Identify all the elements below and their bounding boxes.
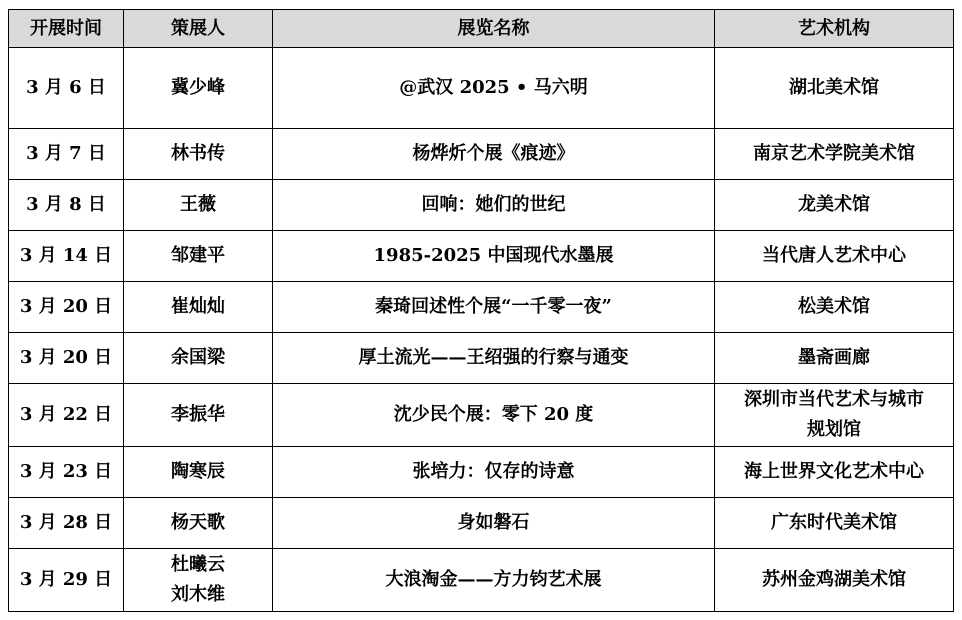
cell-curator: 邹建平 (124, 231, 273, 282)
cell-title: 张培力：仅存的诗意 (273, 447, 715, 498)
cell-date: 3 月 20 日 (9, 282, 124, 333)
table-row (9, 447, 954, 498)
header-venue: 艺术机构 (715, 10, 954, 48)
cell-title: 厚土流光——王绍强的行察与通变 (273, 333, 715, 384)
cell-venue: 当代唐人艺术中心 (715, 231, 954, 282)
header-curator: 策展人 (124, 10, 273, 48)
cell-curator: 冀少峰 (124, 48, 273, 129)
cell-title: 杨烨炘个展《痕迹》 (273, 129, 715, 180)
cell-title: 秦琦回述性个展“一千零一夜” (273, 282, 715, 333)
cell-title: 回响：她们的世纪 (273, 180, 715, 231)
cell-curator: 王薇 (124, 180, 273, 231)
table-row (9, 231, 954, 282)
header-date: 开展时间 (9, 10, 124, 48)
cell-venue: 墨斋画廊 (715, 333, 954, 384)
table-row (9, 129, 954, 180)
cell-title: 沈少民个展：零下 20 度 (273, 384, 715, 447)
table-row (9, 48, 954, 129)
cell-curator: 林书传 (124, 129, 273, 180)
cell-curator: 杨天歌 (124, 498, 273, 549)
cell-venue: 深圳市当代艺术与城市规划馆 (715, 384, 954, 447)
cell-date: 3 月 14 日 (9, 231, 124, 282)
cell-date: 3 月 22 日 (9, 384, 124, 447)
cell-venue: 苏州金鸡湖美术馆 (715, 549, 954, 612)
cell-title: 大浪淘金——方力钧艺术展 (273, 549, 715, 612)
exhibition-table (8, 9, 954, 612)
cell-curator: 陶寒辰 (124, 447, 273, 498)
cell-curator: 崔灿灿 (124, 282, 273, 333)
cell-curator: 杜曦云 刘木维 (124, 549, 273, 612)
cell-date: 3 月 8 日 (9, 180, 124, 231)
table-row (9, 180, 954, 231)
table-row (9, 384, 954, 447)
table-body (9, 48, 954, 612)
cell-date: 3 月 7 日 (9, 129, 124, 180)
cell-date: 3 月 28 日 (9, 498, 124, 549)
header-row (9, 10, 954, 48)
table-row (9, 333, 954, 384)
cell-date: 3 月 20 日 (9, 333, 124, 384)
cell-date: 3 月 23 日 (9, 447, 124, 498)
table-row (9, 498, 954, 549)
cell-venue: 龙美术馆 (715, 180, 954, 231)
cell-date: 3 月 6 日 (9, 48, 124, 129)
table-row (9, 549, 954, 612)
cell-curator: 余国梁 (124, 333, 273, 384)
cell-venue: 松美术馆 (715, 282, 954, 333)
table-header (9, 10, 954, 48)
cell-venue: 南京艺术学院美术馆 (715, 129, 954, 180)
cell-curator: 李振华 (124, 384, 273, 447)
cell-venue: 湖北美术馆 (715, 48, 954, 129)
cell-title: @武汉 2025 • 马六明 (273, 48, 715, 129)
cell-venue: 海上世界文化艺术中心 (715, 447, 954, 498)
cell-date: 3 月 29 日 (9, 549, 124, 612)
cell-title: 身如磐石 (273, 498, 715, 549)
table-row (9, 282, 954, 333)
cell-venue: 广东时代美术馆 (715, 498, 954, 549)
header-title: 展览名称 (273, 10, 715, 48)
cell-title: 1985-2025 中国现代水墨展 (273, 231, 715, 282)
